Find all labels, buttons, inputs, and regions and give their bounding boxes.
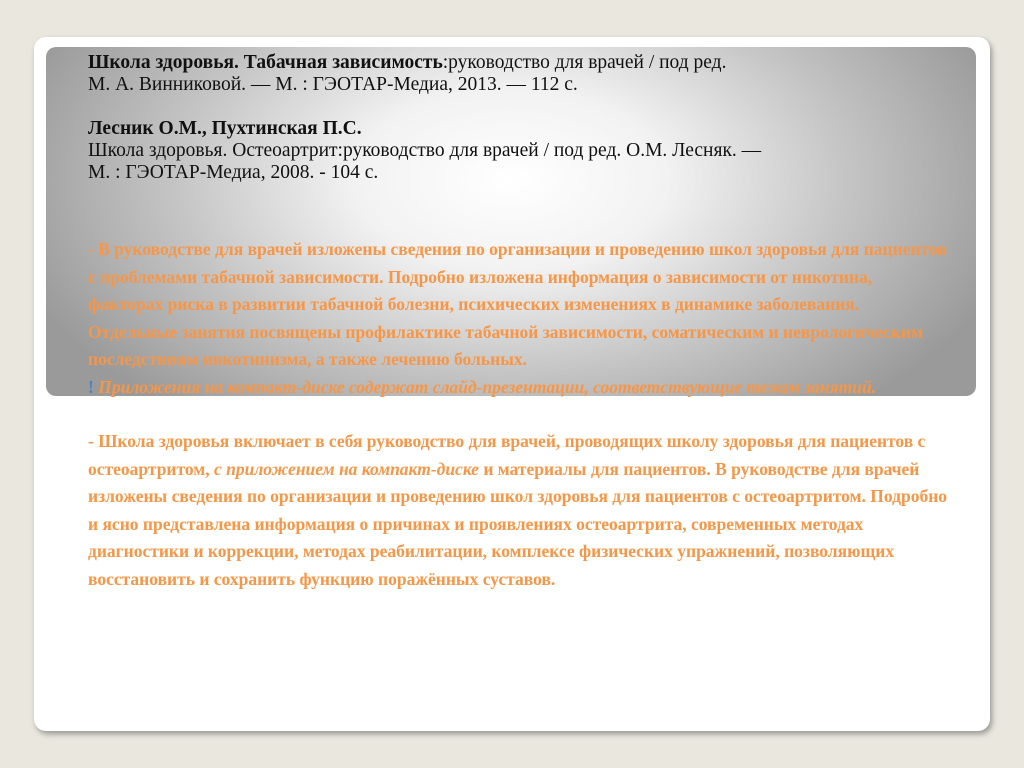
description-1-text: - В руководстве для врачей изложены сведения по организации и проведению школ здоровья для пациентов с проблемами табачной зависимости. Подробно изложена информация о зависимости от никотина, факторах риска в развитии табачной болезни, психических изменениях в динамике заболевания. Отдельные занятия посвящены профилактике табачной зависимости, соматическим и неврологическим последствиям никотинизма, а также лечению больных. — [88, 239, 947, 369]
reference-1-subtitle: :руководство для врачей / под ред. — [442, 52, 727, 73]
reference-2-authors: Лесник О.М., Пухтинская П.С. — [88, 118, 362, 139]
description-2 — [88, 428, 948, 593]
reference-1 — [88, 52, 948, 96]
description-1 — [88, 236, 948, 401]
description-2-part2: и материалы для пациентов. В руководстве для врачей изложены сведения по организации и проведению школ здоровья для пациентов с остеоартритом. Подробно и ясно представлена информация о причинах и проявлениях остеоартрита, современных методах диагностики и коррекции, методах реабилитации, комплексе физических упражнений, позволяющих восстановить и сохранить функцию поражённых суставов. — [88, 458, 948, 589]
description-2-italic: с приложением на компакт-диске — [213, 458, 479, 479]
reference-2-title: Школа здоровья. Остеоартрит:руководство для врачей / под ред. О.М. Лесняк. — — [88, 140, 762, 161]
description-1-note: Приложения на компакт-диске содержат слайд-презентации, соответствующие темам занятий. — [93, 376, 877, 397]
reference-1-publisher: М. А. Винниковой. — М. : ГЭОТАР-Медиа, 2013. — 112 с. — [88, 74, 578, 95]
reference-1-title: Школа здоровья. Табачная зависимость — [88, 52, 443, 73]
exclamation-mark: ! — [88, 376, 94, 397]
slide-content — [88, 52, 948, 593]
reference-2 — [88, 118, 948, 184]
description-2-part1: - Школа здоровья включает в себя руководство для врачей, проводящих школу здоровья для пациентов с остеоартритом, — [88, 431, 926, 479]
reference-2-publisher: М. : ГЭОТАР-Медиа, 2008. - 104 с. — [88, 162, 379, 183]
